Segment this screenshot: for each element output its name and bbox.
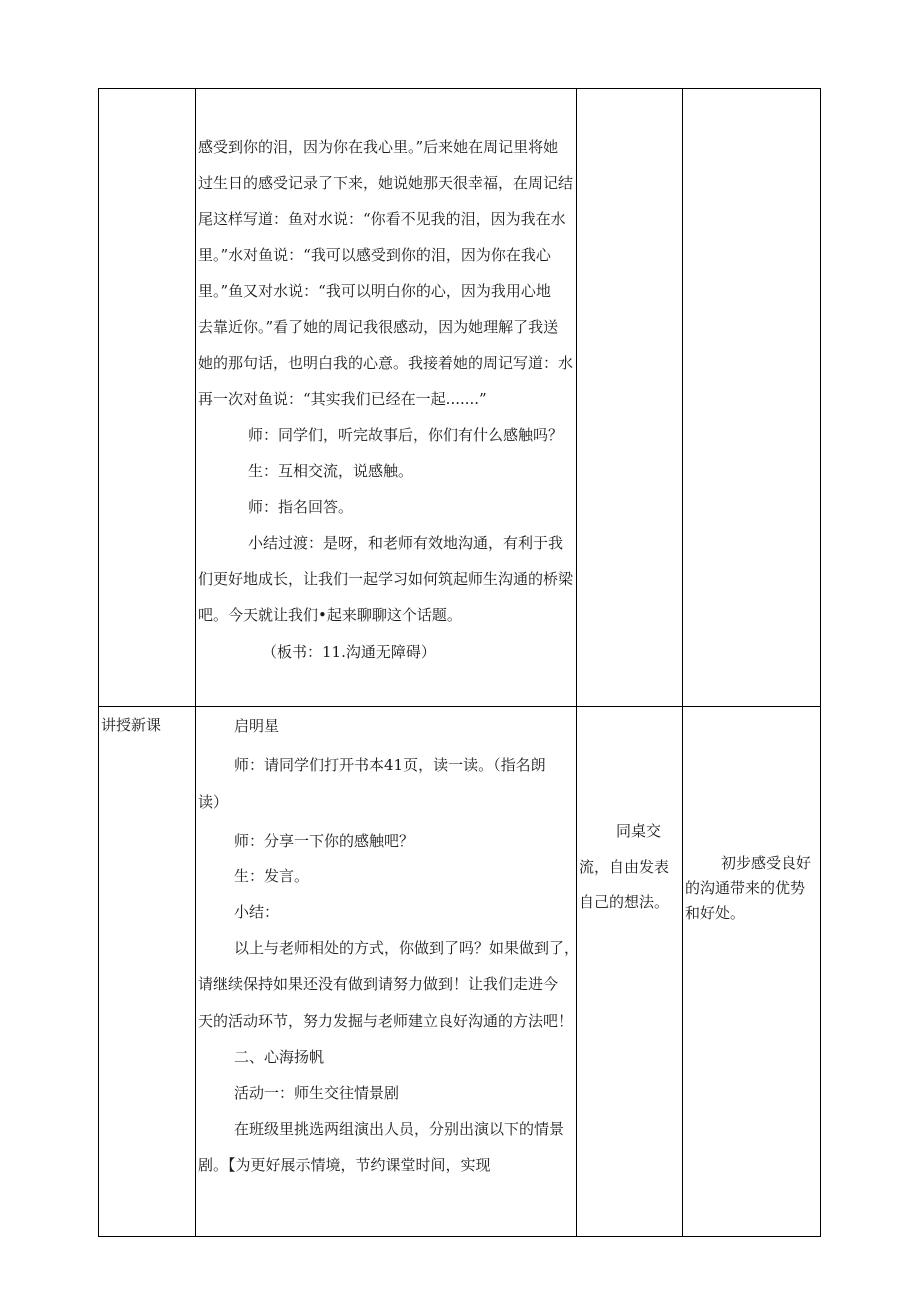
row1-content-line-6: 去靠近你。”看了她的周记我很感动，因为她理解了我送: [198, 318, 559, 336]
table-border-bottom: [98, 1236, 821, 1237]
row1-content-line-13: 们更好地成长，让我们一起学习如何筑起师生沟通的桥梁: [198, 570, 574, 588]
row1-content-line-10: 生：互相交流，说感触。: [248, 462, 414, 480]
row2-content-line-13: 剧。【为更好展示情境，节约课堂时间，实现: [198, 1156, 491, 1174]
row2-content-line-10: 二、心海扬帆: [234, 1048, 325, 1066]
row2-content-line-2: 师：请同学们打开书本41页，读一读。（指名朗: [234, 756, 546, 774]
table-border-right: [820, 88, 821, 1237]
row1-content-line-9: 师：同学们，听完故事后，你们有什么感触吗？: [248, 426, 564, 444]
column-divider-2: [576, 88, 577, 1237]
design-purpose-line-3: 和好处。: [685, 904, 746, 922]
row1-content-line-14: 吧。今天就让我们•起来聊聊这个话题。: [198, 606, 462, 624]
row2-content-line-4: 师：分享一下你的感触吧？: [234, 832, 415, 850]
row2-content-line-8: 请继续保持如果还没有做到请努力做到！让我们走进今: [198, 975, 559, 993]
row1-content-line-1: 感受到你的泪，因为你在我心里。”后来她在周记里将她: [198, 138, 559, 156]
table-row-divider: [98, 706, 821, 707]
student-activity-line-2: 流，自由发表: [579, 858, 670, 876]
design-purpose-line-1: 初步感受良好: [721, 854, 812, 872]
row1-content-line-4: 里。”水对鱼说：“我可以感受到你的泪，因为你在我心: [198, 246, 551, 264]
student-activity-line-1: 同桌交: [616, 822, 662, 840]
row1-content-line-12: 小结过渡：是呀，和老师有效地沟通，有利于我: [248, 534, 564, 552]
row1-content-line-15: （板书：11.沟通无障碍）: [262, 643, 436, 661]
design-purpose-line-2: 的沟通带来的优势: [685, 879, 806, 897]
table-border-top: [98, 88, 821, 89]
row1-content-line-2: 过生日的感受记录了下来，她说她那天很幸福，在周记结: [198, 174, 574, 192]
row1-content-line-3: 尾这样写道：鱼对水说：“你看不见我的泪，因为我在水: [198, 210, 566, 228]
row1-content-line-11: 师：指名回答。: [248, 498, 354, 516]
section-label: 讲授新课: [101, 716, 162, 734]
row2-content-line-5: 生：发言。: [234, 867, 310, 885]
column-divider-1: [195, 88, 196, 1237]
row1-content-line-8: 再一次对鱼说：“其实我们已经在一起.......”: [198, 390, 487, 408]
row2-content-line-3: 读）: [198, 793, 229, 811]
row2-content-line-1: 启明星: [234, 717, 280, 735]
row2-content-line-11: 活动一：师生交往情景剧: [234, 1084, 400, 1102]
table-border-left: [98, 88, 99, 1237]
row2-content-line-7: 以上与老师相处的方式，你做到了吗？如果做到了，: [234, 939, 580, 957]
row1-content-line-5: 里。”鱼又对水说：“我可以明白你的心，因为我用心地: [198, 282, 551, 300]
student-activity-line-3: 自己的想法。: [579, 893, 670, 911]
column-divider-3: [682, 88, 683, 1237]
row2-content-line-12: 在班级里挑选两组演出人员，分别出演以下的情景: [234, 1120, 565, 1138]
row2-content-line-6: 小结：: [234, 903, 280, 921]
row1-content-line-7: 她的那句话，也明白我的心意。我接着她的周记写道：水: [198, 354, 574, 372]
row2-content-line-9: 天的活动环节，努力发掘与老师建立良好沟通的方法吧！: [198, 1012, 574, 1030]
